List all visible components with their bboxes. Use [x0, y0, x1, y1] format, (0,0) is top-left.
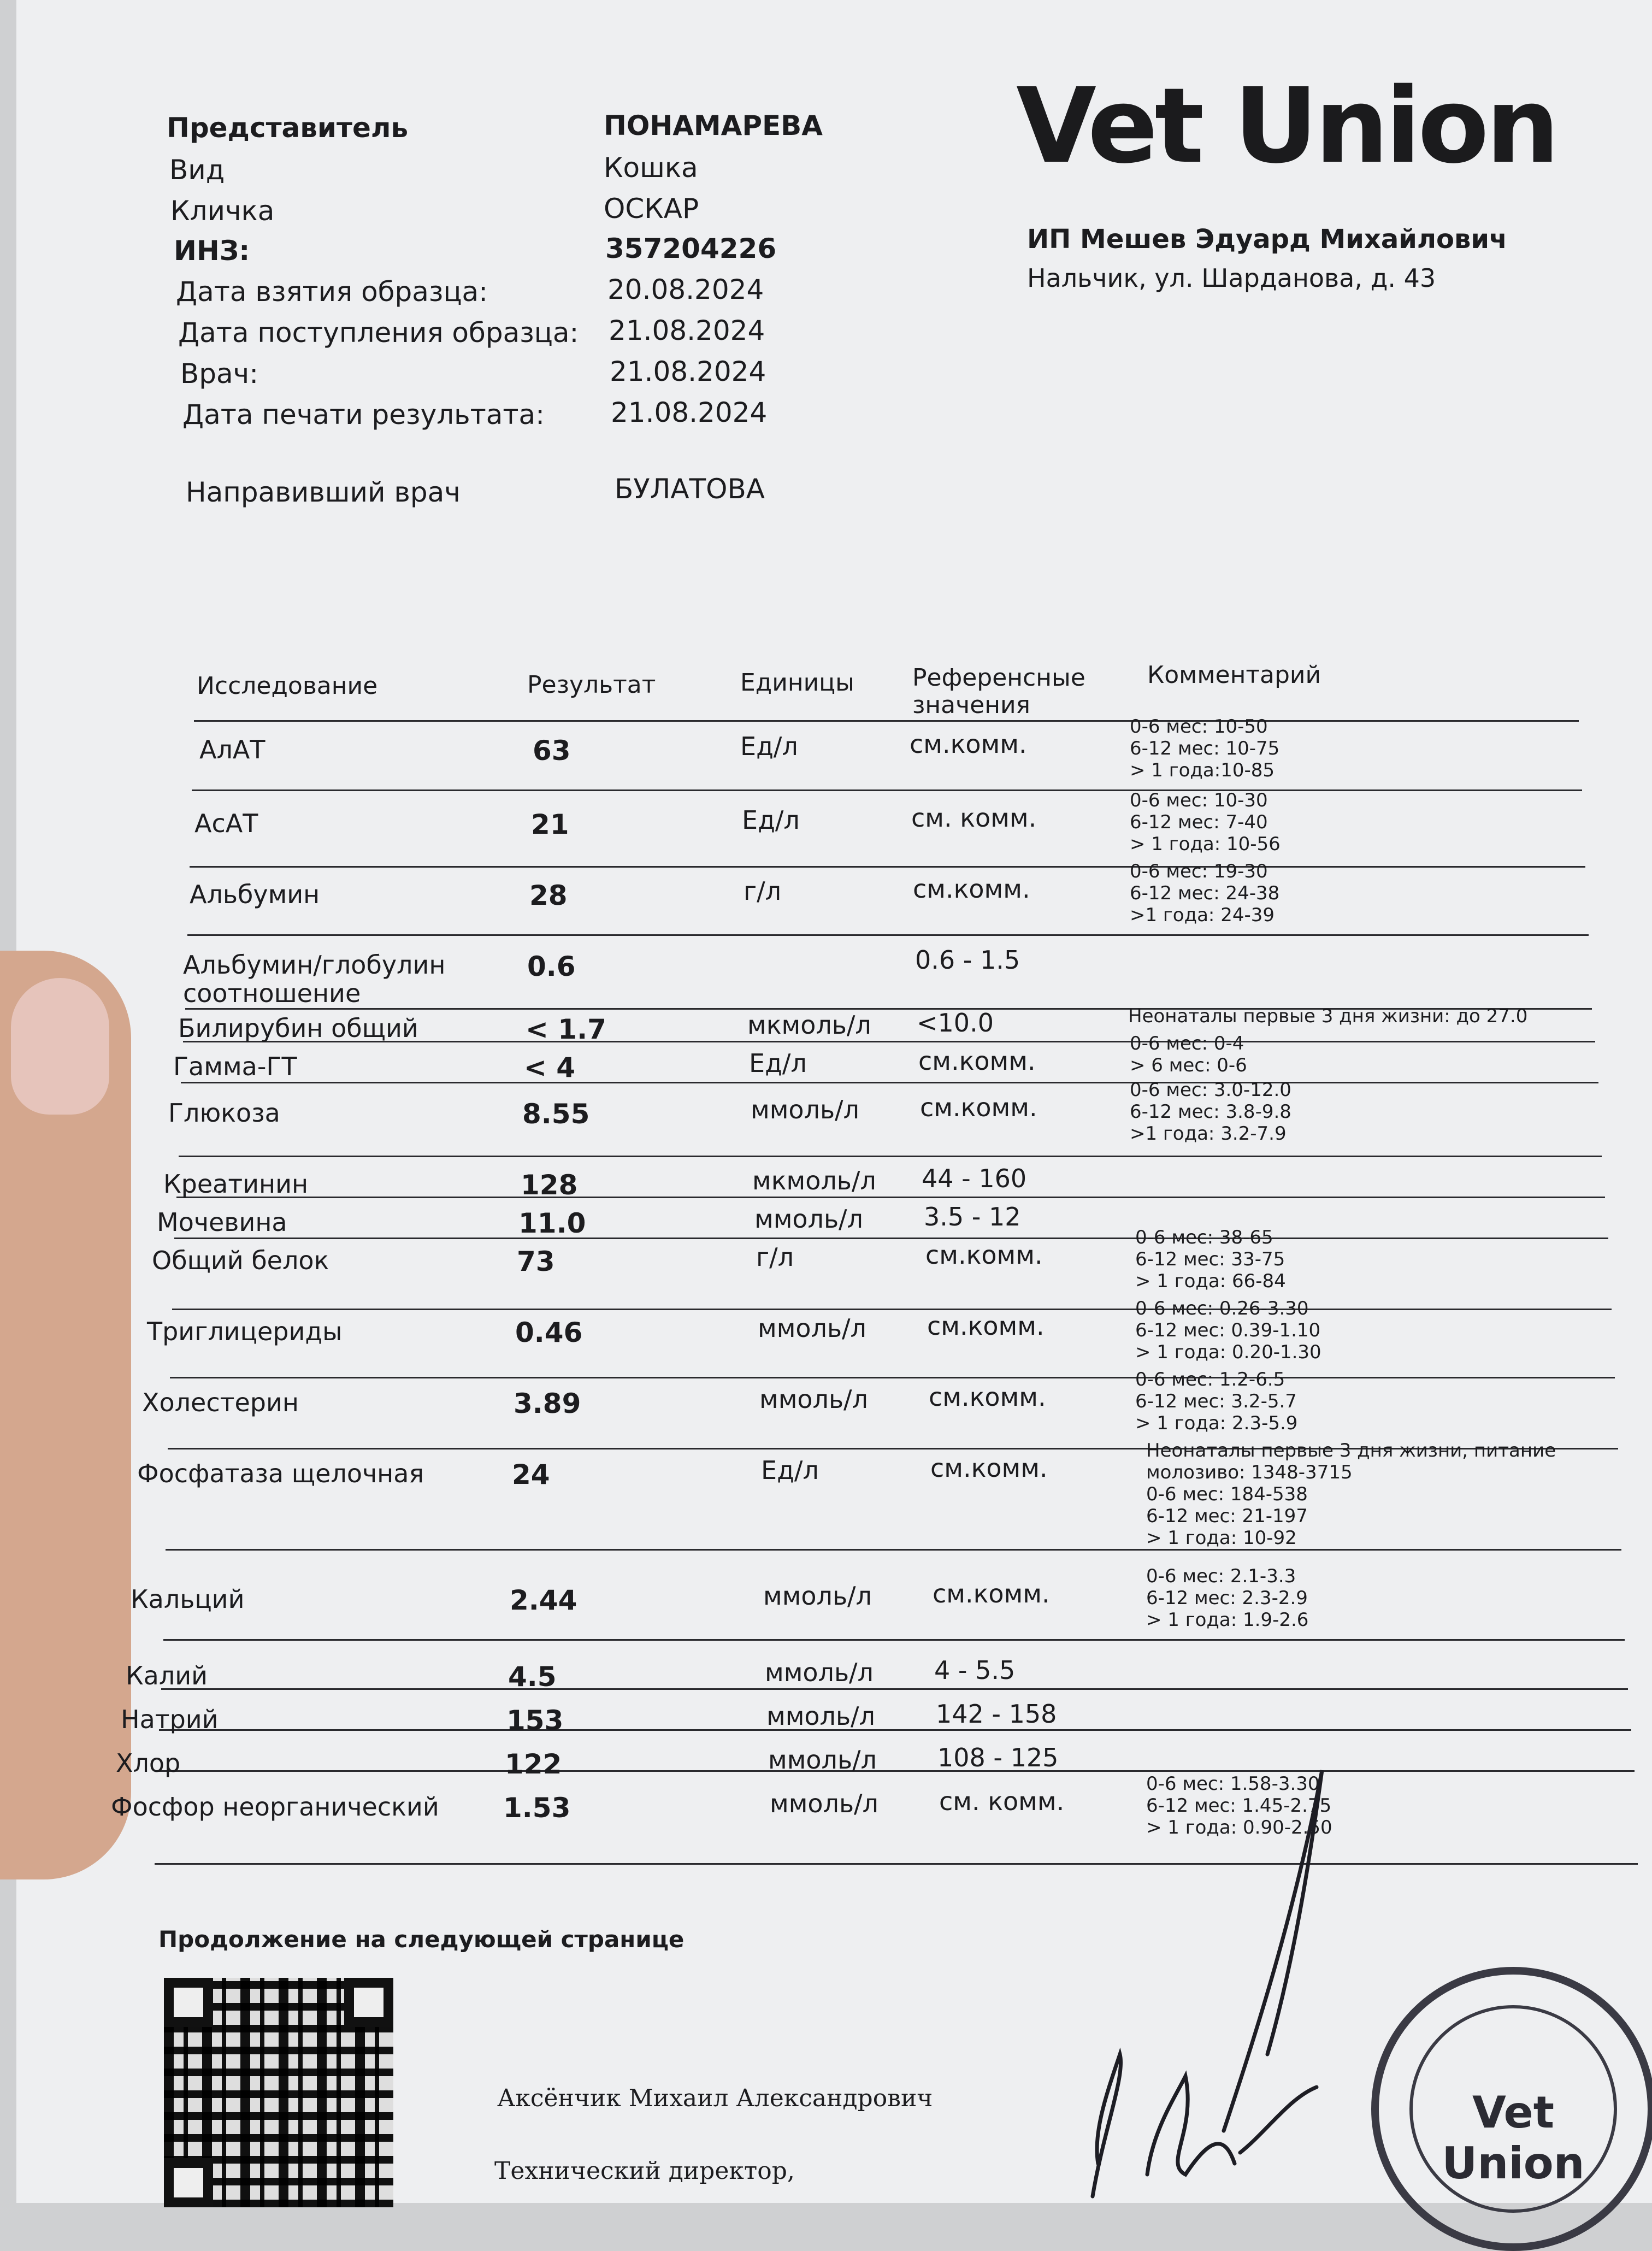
patient-value: ОСКАР: [604, 193, 699, 225]
table-cell-comment: >1 года: 24-39: [1130, 904, 1275, 926]
patient-value: 20.08.2024: [607, 274, 764, 305]
table-cell-unit: ммоль/л: [770, 1789, 878, 1818]
table-cell-unit: ммоль/л: [751, 1095, 859, 1124]
referrer-label: Направивший врач: [186, 476, 461, 508]
table-divider: [176, 1197, 1605, 1198]
table-divider: [170, 1377, 1615, 1378]
table-cell-comment: 6-12 мес: 3.8-9.8: [1130, 1101, 1291, 1123]
table-divider: [179, 1156, 1602, 1157]
table-cell-result: 4.5: [508, 1661, 557, 1693]
table-cell-result: 21: [531, 809, 569, 840]
table-cell-comment: 0-6 мес: 2.1-3.3: [1146, 1565, 1296, 1587]
patient-label: Дата взятия образца:: [176, 276, 488, 308]
table-divider: [159, 1729, 1631, 1731]
patient-value: 21.08.2024: [609, 315, 765, 346]
table-cell-test: Альбумин: [190, 880, 320, 909]
table-cell-unit: ммоль/л: [768, 1745, 877, 1775]
table-cell-test: Общий белок: [152, 1246, 329, 1275]
table-cell-comment: 0-6 мес: 0.26-3.30: [1135, 1298, 1309, 1319]
col-header-test: Исследование: [197, 672, 378, 700]
table-cell-ref: 108 - 125: [937, 1743, 1059, 1772]
table-cell-result: 0.46: [515, 1317, 583, 1348]
table-cell-unit: мкмоль/л: [752, 1166, 876, 1195]
table-cell-test: Мочевина: [157, 1207, 287, 1237]
table-cell-comment: 6-12 мес: 10-75: [1130, 738, 1280, 759]
table-cell-ref: 142 - 158: [936, 1699, 1057, 1729]
table-cell-unit: ммоль/л: [763, 1581, 872, 1611]
qr-finder-top-right: [344, 1978, 393, 2027]
table-cell-comment: >1 года: 3.2-7.9: [1130, 1123, 1287, 1145]
table-cell-comment: > 6 мес: 0-6: [1130, 1054, 1247, 1076]
col-header-result: Результат: [527, 671, 656, 699]
table-cell-comment: Неонаталы первые 3 дня жизни: до 27.0: [1128, 1005, 1528, 1027]
table-cell-result: 24: [512, 1459, 550, 1490]
table-cell-test: Хлор: [116, 1748, 181, 1778]
table-cell-result: 0.6: [527, 951, 576, 982]
continuation-note: Продолжение на следующей странице: [158, 1926, 685, 1953]
table-cell-ref: см. комм.: [939, 1787, 1065, 1816]
table-cell-comment: > 1 года: 10-56: [1130, 833, 1281, 855]
table-cell-comment: 6-12 мес: 3.2-5.7: [1135, 1390, 1297, 1412]
table-cell-comment: 0-6 мес: 1.58-3.30: [1146, 1773, 1320, 1795]
fingernail: [11, 978, 109, 1115]
table-divider: [194, 720, 1579, 722]
patient-label: Вид: [169, 154, 225, 186]
col-header-comment: Комментарий: [1147, 661, 1321, 689]
table-cell-unit: Ед/л: [761, 1456, 819, 1485]
table-cell-unit: мкмоль/л: [747, 1010, 871, 1040]
table-cell-test: Кальций: [131, 1584, 245, 1614]
table-cell-unit: г/л: [756, 1242, 794, 1272]
patient-value: 21.08.2024: [610, 356, 766, 387]
table-cell-result: < 4: [524, 1052, 576, 1083]
table-cell-ref: см.комм.: [918, 1046, 1036, 1076]
referrer-value: БУЛАТОВА: [615, 473, 765, 505]
table-cell-result: 3.89: [514, 1388, 581, 1419]
table-cell-result: 28: [529, 880, 568, 911]
patient-label: Врач:: [180, 358, 259, 390]
patient-value: Кошка: [604, 152, 698, 184]
table-cell-unit: г/л: [744, 876, 782, 906]
table-cell-ref: см.комм.: [933, 1579, 1050, 1608]
table-cell-comment: > 1 года: 0.20-1.30: [1135, 1341, 1321, 1363]
table-cell-comment: 6-12 мес: 24-38: [1130, 882, 1280, 904]
table-cell-ref: 3.5 - 12: [924, 1202, 1021, 1231]
table-cell-unit: Ед/л: [749, 1048, 807, 1078]
table-cell-ref: см.комм.: [927, 1311, 1045, 1341]
table-cell-comment: 0-6 мес: 38-65: [1135, 1227, 1273, 1248]
table-cell-unit: ммоль/л: [766, 1701, 875, 1731]
table-cell-comment: 0-6 мес: 0-4: [1130, 1033, 1244, 1054]
table-cell-test: Глюкоза: [168, 1098, 280, 1128]
table-cell-comment: 6-12 мес: 21-197: [1146, 1505, 1308, 1527]
table-cell-result: 63: [533, 735, 571, 767]
table-cell-result: < 1.7: [526, 1013, 606, 1045]
table-divider: [190, 866, 1585, 868]
table-divider: [161, 1688, 1628, 1690]
table-cell-ref: 44 - 160: [922, 1164, 1027, 1193]
table-cell-comment: молозиво: 1348-3715: [1146, 1462, 1353, 1483]
table-cell-unit: ммоль/л: [765, 1658, 874, 1687]
table-divider: [187, 934, 1589, 936]
table-divider: [174, 1238, 1608, 1239]
stamp-logo: Vet Union: [1442, 2087, 1585, 2189]
table-cell-ref: см. комм.: [911, 803, 1037, 833]
signer-title: Технический директор,: [494, 2157, 795, 2185]
table-cell-unit: Ед/л: [740, 732, 798, 761]
col-header-unit: Единицы: [740, 669, 854, 697]
patient-label: Кличка: [170, 195, 275, 227]
clinic-name: ИП Мешев Эдуард Михайлович: [1027, 224, 1507, 255]
table-cell-test: АсАТ: [194, 809, 258, 838]
table-cell-comment: 0-6 мес: 10-50: [1130, 716, 1268, 738]
table-cell-test: Натрий: [121, 1705, 219, 1734]
patient-label: ИНЗ:: [174, 235, 250, 267]
signer-name: Аксёнчик Михаил Александрович: [497, 2084, 933, 2112]
table-cell-result: 11.0: [518, 1207, 586, 1239]
table-cell-ref: 4 - 5.5: [934, 1655, 1016, 1685]
table-cell-comment: Неонаталы первые 3 дня жизни, питание: [1146, 1440, 1556, 1462]
table-divider: [155, 1863, 1638, 1865]
table-cell-ref: см.комм.: [930, 1453, 1048, 1483]
table-cell-test: Фосфор неорганический: [111, 1792, 439, 1822]
table-cell-test: Калий: [126, 1661, 208, 1690]
table-cell-test: Триглицериды: [147, 1317, 343, 1346]
table-cell-comment: > 1 года: 10-92: [1146, 1527, 1297, 1549]
table-cell-comment: > 1 года: 66-84: [1135, 1270, 1286, 1292]
table-cell-test: Креатинин: [163, 1169, 309, 1199]
table-cell-unit: ммоль/л: [759, 1384, 868, 1414]
table-cell-test: Альбумин/глобулин соотношение: [183, 950, 446, 1008]
table-cell-ref: см.комм.: [929, 1382, 1046, 1412]
table-cell-result: 2.44: [510, 1584, 577, 1616]
patient-value: 357204226: [605, 233, 777, 264]
table-cell-ref: см.комм.: [910, 729, 1027, 759]
table-cell-test: Холестерин: [142, 1388, 299, 1417]
patient-label: Дата поступления образца:: [178, 317, 579, 349]
table-divider: [172, 1309, 1612, 1310]
table-cell-comment: 6-12 мес: 0.39-1.10: [1135, 1319, 1321, 1341]
table-cell-comment: > 1 года:10-85: [1130, 759, 1275, 781]
table-cell-ref: см.комм.: [925, 1240, 1043, 1270]
table-divider: [192, 789, 1582, 791]
table-cell-result: 1.53: [503, 1792, 571, 1824]
table-cell-ref: см.комм.: [913, 874, 1030, 904]
patient-value: ПОНАМАРЕВА: [604, 110, 823, 142]
table-cell-test: Гамма-ГТ: [173, 1052, 297, 1081]
table-cell-unit: ммоль/л: [758, 1313, 866, 1343]
table-cell-test: Билирубин общий: [178, 1013, 418, 1043]
table-cell-ref: см.комм.: [920, 1093, 1037, 1122]
table-divider: [157, 1770, 1635, 1772]
table-cell-unit: ммоль/л: [754, 1204, 863, 1234]
table-cell-ref: <10.0: [917, 1008, 994, 1038]
clinic-address: Нальчик, ул. Шарданова, д. 43: [1027, 263, 1436, 293]
table-cell-result: 73: [517, 1246, 555, 1277]
table-cell-comment: 6-12 мес: 7-40: [1130, 811, 1268, 833]
table-cell-unit: Ед/л: [742, 805, 800, 835]
table-cell-comment: > 1 года: 1.9-2.6: [1146, 1609, 1309, 1631]
table-divider: [166, 1549, 1621, 1551]
table-divider: [181, 1082, 1598, 1083]
table-cell-comment: 0-6 мес: 1.2-6.5: [1135, 1369, 1285, 1390]
table-cell-comment: 6-12 мес: 2.3-2.9: [1146, 1587, 1308, 1609]
table-cell-comment: 0-6 мес: 10-30: [1130, 789, 1268, 811]
table-cell-comment: 0-6 мес: 3.0-12.0: [1130, 1079, 1291, 1101]
table-cell-result: 153: [506, 1705, 564, 1736]
table-cell-result: 128: [521, 1169, 578, 1201]
table-cell-ref: 0.6 - 1.5: [915, 945, 1020, 975]
table-cell-comment: 6-12 мес: 1.45-2.75: [1146, 1795, 1332, 1817]
col-header-ref: Референсные значения: [912, 664, 1085, 719]
patient-value: 21.08.2024: [611, 397, 768, 428]
handwritten-signature: [1060, 1748, 1366, 2203]
table-cell-result: 8.55: [522, 1098, 590, 1130]
table-cell-comment: 0-6 мес: 19-30: [1130, 861, 1268, 882]
qr-finder-top-left: [164, 1978, 213, 2027]
qr-finder-bottom-left: [164, 2158, 213, 2207]
table-cell-test: АлАТ: [199, 735, 266, 764]
patient-label: Дата печати результата:: [182, 399, 545, 431]
table-cell-comment: 6-12 мес: 33-75: [1135, 1248, 1285, 1270]
patient-label: Представитель: [167, 112, 409, 144]
table-cell-test: Фосфатаза щелочная: [137, 1459, 424, 1488]
vet-union-logo: Vet Union: [1016, 66, 1556, 186]
table-cell-comment: > 1 года: 0.90-2.50: [1146, 1817, 1332, 1838]
table-cell-result: 122: [505, 1748, 562, 1780]
table-cell-comment: 0-6 мес: 184-538: [1146, 1483, 1308, 1505]
table-cell-comment: > 1 года: 2.3-5.9: [1135, 1412, 1298, 1434]
table-divider: [163, 1639, 1625, 1641]
